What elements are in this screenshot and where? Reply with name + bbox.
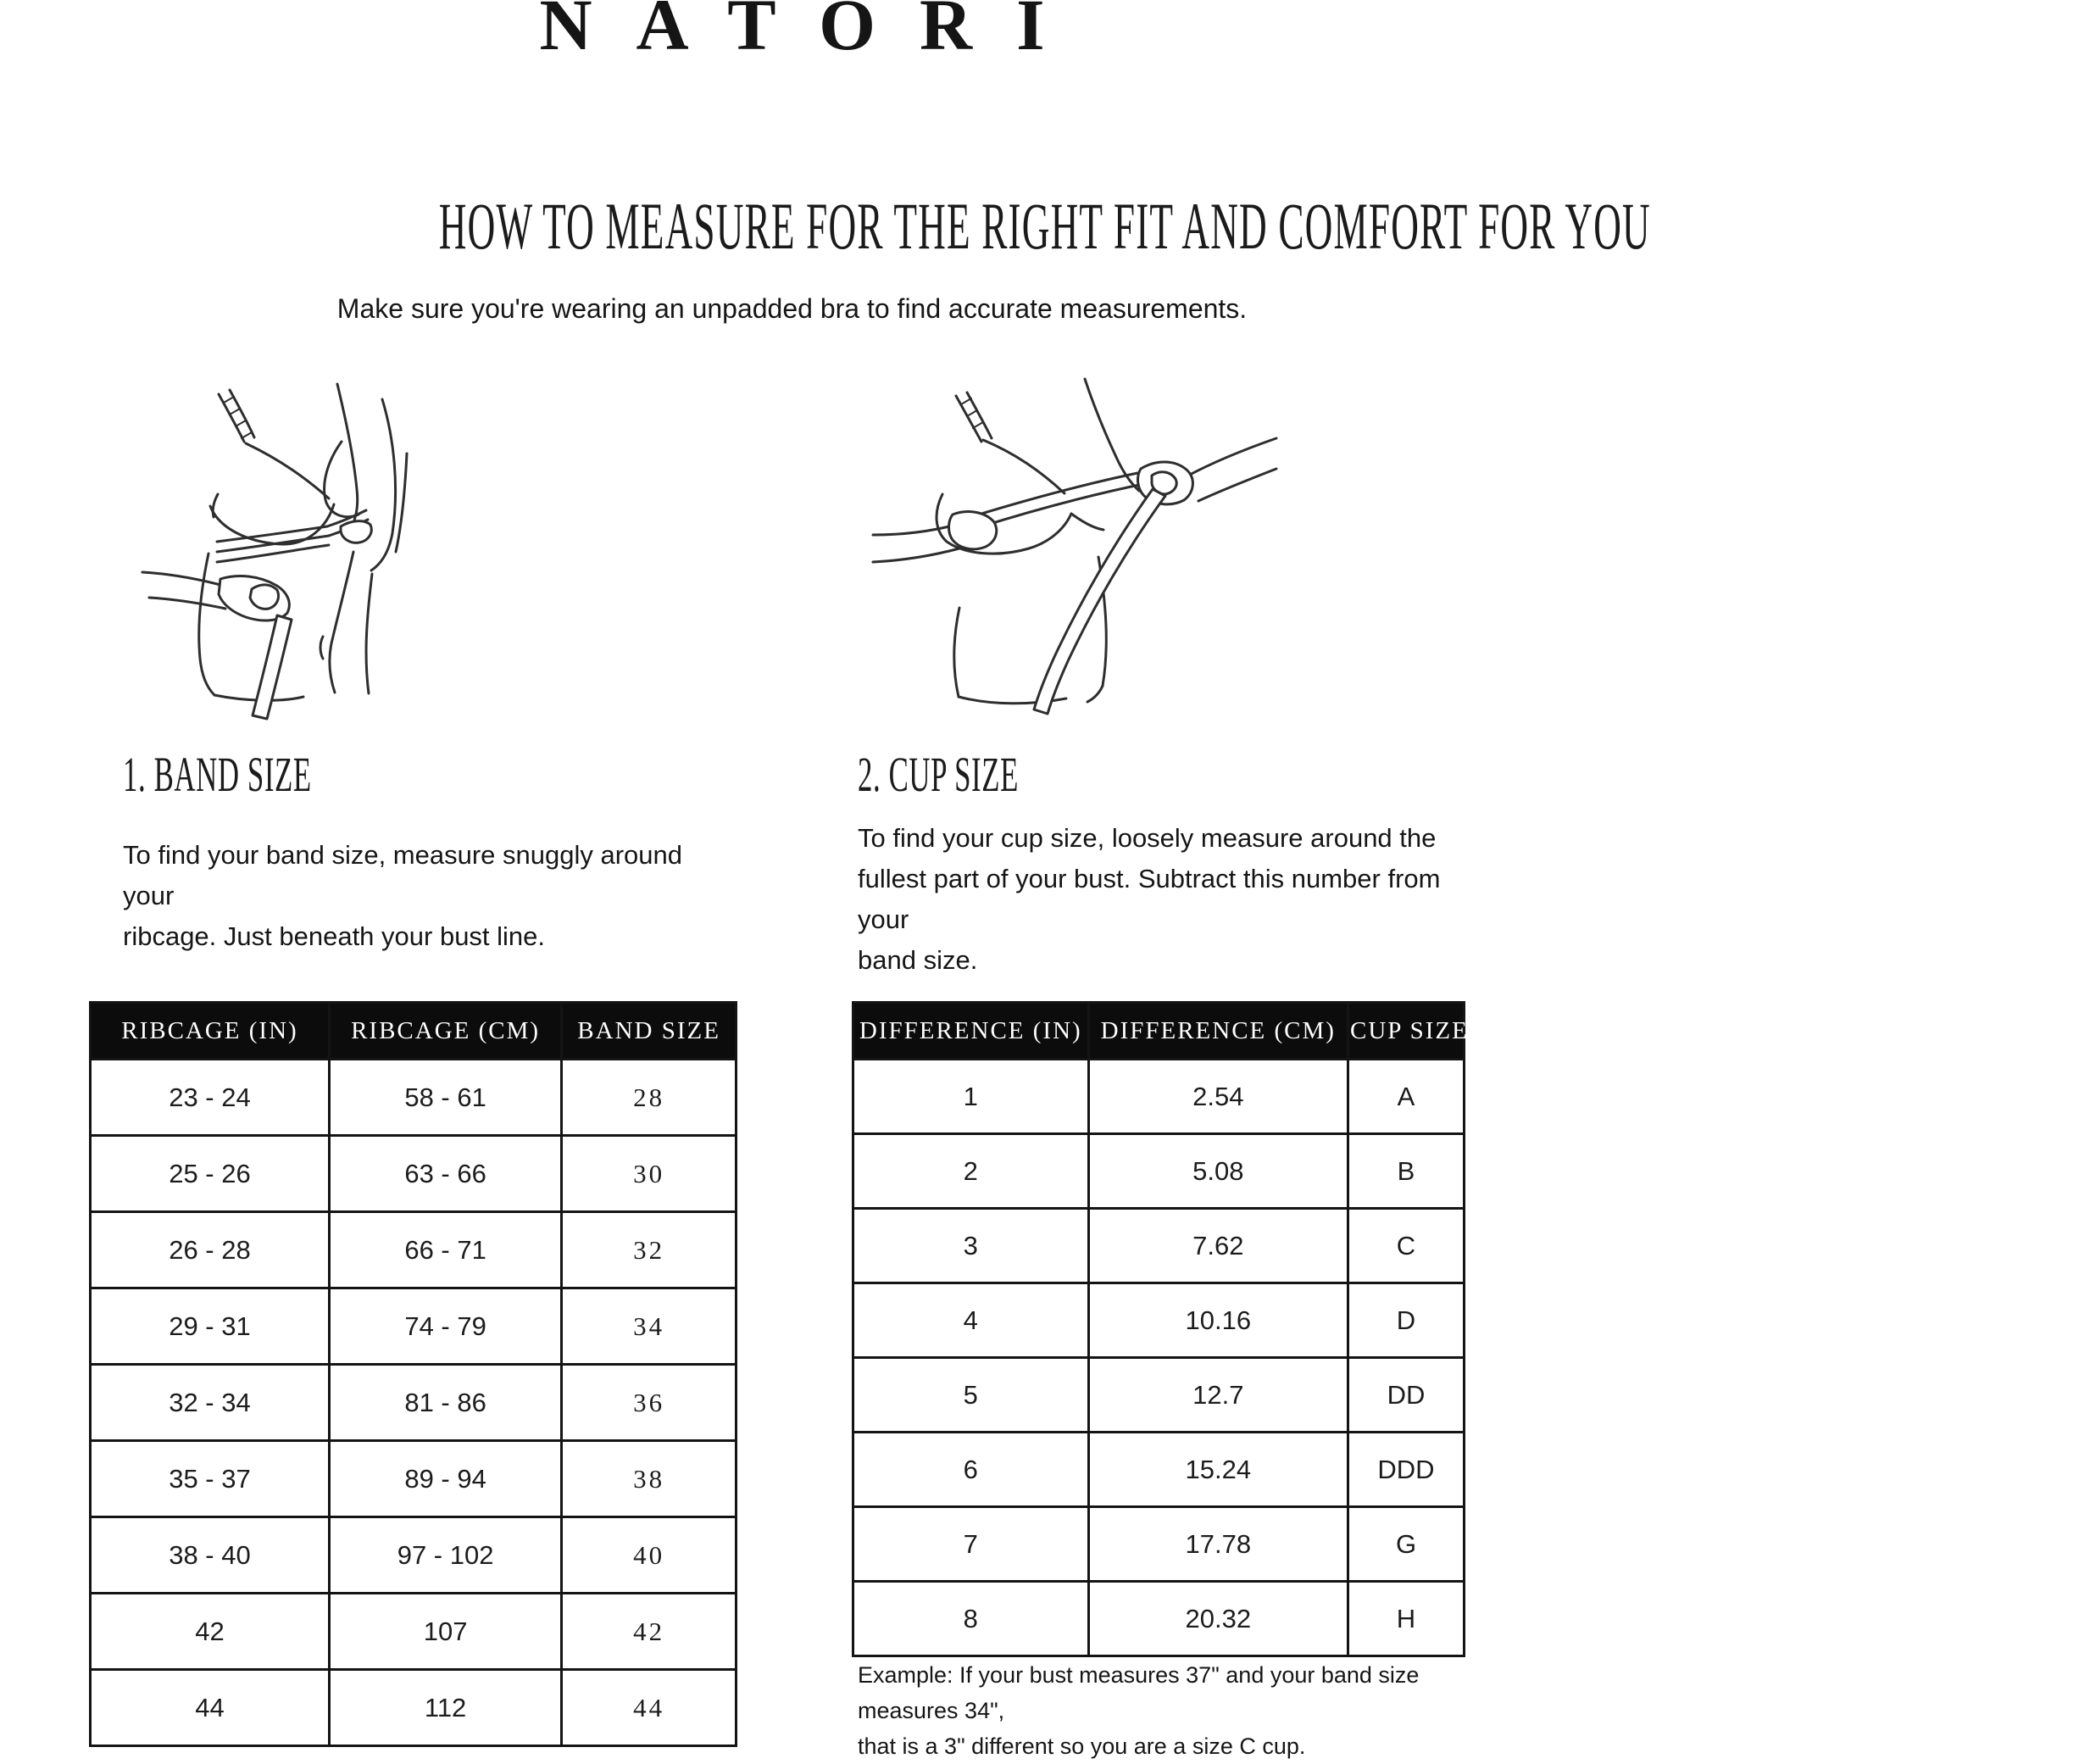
- band-size-heading: 1. BAND SIZE: [123, 747, 312, 802]
- table-cell: 10.16: [1088, 1283, 1348, 1358]
- table-cell: 20.32: [1088, 1582, 1348, 1656]
- table-cell: 89 - 94: [329, 1441, 561, 1517]
- page-title: [0, 189, 1651, 263]
- table-cell: C: [1348, 1209, 1465, 1283]
- table-cell: 2.54: [1088, 1060, 1348, 1134]
- table-row: [853, 1433, 1465, 1507]
- cup-measure-illustration: [871, 360, 1278, 750]
- table-cell: A: [1348, 1060, 1465, 1134]
- cup-size-description-line: band size.: [858, 945, 978, 975]
- cup-size-heading: 2. CUP SIZE: [858, 747, 1019, 802]
- band-size-description-line: To find your band size, measure snuggly around your: [123, 840, 683, 910]
- table-row: [853, 1209, 1465, 1283]
- table-cell: 29 - 31: [91, 1288, 330, 1365]
- table-cell: 34: [562, 1288, 737, 1365]
- cup-size-description: [858, 818, 1468, 981]
- table-cell: 107: [329, 1594, 561, 1670]
- table-cell: 5.08: [1088, 1134, 1348, 1209]
- under-bust-measuring-line-art: [119, 360, 525, 750]
- table-cell: 6: [853, 1433, 1089, 1507]
- table-row: [853, 1507, 1465, 1582]
- column-header: BAND SIZE: [562, 1003, 737, 1060]
- bust-measuring-line-art: [871, 360, 1278, 750]
- table-row: [91, 1212, 737, 1288]
- column-header: DIFFERENCE (IN): [853, 1003, 1089, 1060]
- table-cell: 36: [562, 1365, 737, 1441]
- table-row: [853, 1582, 1465, 1656]
- table-cell: 30: [562, 1136, 737, 1212]
- table-cell: 32 - 34: [91, 1365, 330, 1441]
- table-header-row: [91, 1003, 737, 1060]
- column-header: DIFFERENCE (CM): [1088, 1003, 1348, 1060]
- table-cell: 12.7: [1088, 1358, 1348, 1433]
- page-subtitle: Make sure you're wearing an unpadded bra to find accurate measurements.: [336, 293, 1248, 324]
- table-cell: DDD: [1348, 1433, 1465, 1507]
- cup-size-table: [852, 1001, 1469, 1657]
- table-cell: 40: [562, 1517, 737, 1594]
- table-cell: H: [1348, 1582, 1465, 1656]
- table-cell: D: [1348, 1283, 1465, 1358]
- table-cell: 3: [853, 1209, 1089, 1283]
- table-cell: 8: [853, 1582, 1089, 1656]
- table-row: [853, 1134, 1465, 1209]
- table-row: [91, 1136, 737, 1212]
- cup-example-note: [858, 1657, 1476, 1764]
- table-cell: 112: [329, 1670, 561, 1746]
- table-cell: 23 - 24: [91, 1060, 330, 1136]
- table-cell: 63 - 66: [329, 1136, 561, 1212]
- cup-example-note-line: that is a 3" different so you are a size C cup.: [858, 1733, 1306, 1759]
- table-cell: 44: [91, 1670, 330, 1746]
- cup-size-description-line: fullest part of your bust. Subtract this number from your: [858, 864, 1441, 934]
- table-cell: 81 - 86: [329, 1365, 561, 1441]
- band-size-description: [123, 835, 733, 957]
- table-cell: 25 - 26: [91, 1136, 330, 1212]
- table-cell: 74 - 79: [329, 1288, 561, 1365]
- table-row: [853, 1283, 1465, 1358]
- table-cell: 38: [562, 1441, 737, 1517]
- cup-size-description-line: To find your cup size, loosely measure around the: [858, 823, 1437, 853]
- table-cell: DD: [1348, 1358, 1465, 1433]
- table-row: [91, 1670, 737, 1746]
- column-header: RIBCAGE (IN): [91, 1003, 330, 1060]
- table-cell: 5: [853, 1358, 1089, 1433]
- table-cell: 44: [562, 1670, 737, 1746]
- table-cell: 97 - 102: [329, 1517, 561, 1594]
- table-row: [91, 1517, 737, 1594]
- column-header: CUP SIZE: [1348, 1003, 1465, 1060]
- cup-example-note-line: Example: If your bust measures 37" and your band size measures 34",: [858, 1662, 1420, 1723]
- table-cell: 42: [91, 1594, 330, 1670]
- table-cell: 26 - 28: [91, 1212, 330, 1288]
- table-cell: 58 - 61: [329, 1060, 561, 1136]
- brand-logo: NATORI: [539, 0, 1089, 65]
- table-cell: 42: [562, 1594, 737, 1670]
- table-row: [91, 1365, 737, 1441]
- table-row: [853, 1358, 1465, 1433]
- table-cell: B: [1348, 1134, 1465, 1209]
- table-row: [853, 1060, 1465, 1134]
- table-cell: 35 - 37: [91, 1441, 330, 1517]
- table-cell: 7: [853, 1507, 1089, 1582]
- table-cell: 38 - 40: [91, 1517, 330, 1594]
- table-cell: 32: [562, 1212, 737, 1288]
- table-cell: 1: [853, 1060, 1089, 1134]
- table-cell: 2: [853, 1134, 1089, 1209]
- page-title-text: HOW TO MEASURE FOR THE RIGHT FIT AND COMFORT FOR YOU: [438, 189, 1651, 263]
- column-header: RIBCAGE (CM): [329, 1003, 561, 1060]
- table-cell: 7.62: [1088, 1209, 1348, 1283]
- band-size-description-line: ribcage. Just beneath your bust line.: [123, 921, 546, 951]
- table-cell: 15.24: [1088, 1433, 1348, 1507]
- table-row: [91, 1594, 737, 1670]
- table-cell: G: [1348, 1507, 1465, 1582]
- band-size-table: [89, 1001, 737, 1747]
- table-header-row: [853, 1003, 1465, 1060]
- table-row: [91, 1441, 737, 1517]
- table-cell: 4: [853, 1283, 1089, 1358]
- table-row: [91, 1060, 737, 1136]
- table-cell: 66 - 71: [329, 1212, 561, 1288]
- table-cell: 28: [562, 1060, 737, 1136]
- table-row: [91, 1288, 737, 1365]
- band-measure-illustration: [119, 360, 525, 750]
- table-cell: 17.78: [1088, 1507, 1348, 1582]
